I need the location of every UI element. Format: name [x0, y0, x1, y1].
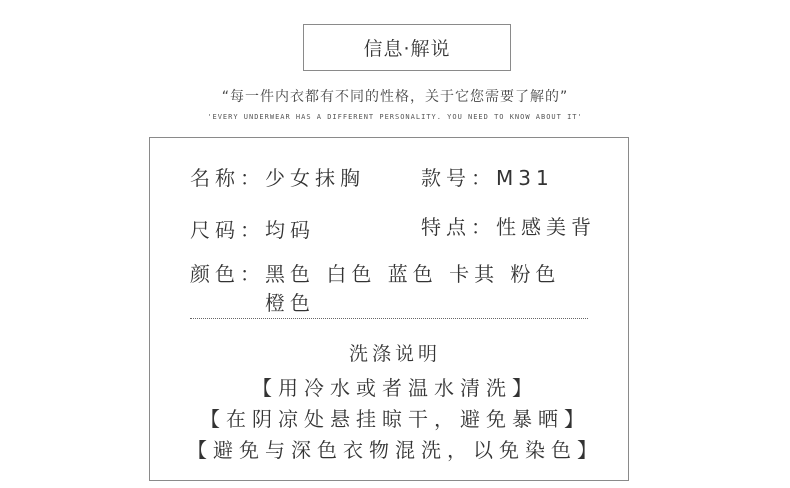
model-value: M31 [496, 166, 554, 190]
quote-english: 'EVERY UNDERWEAR HAS A DIFFERENT PERSONALITY. YOU NEED TO KNOW ABOUT IT' [207, 113, 583, 121]
feature-label: 特点： [421, 215, 496, 239]
size-value: 均码 [265, 218, 315, 242]
size-label: 尺码： [190, 218, 265, 242]
color-values-line1: 黑色 白色 蓝色 卡其 粉色 [265, 262, 561, 286]
section-title [303, 24, 511, 71]
care-title: 洗涤说明 [348, 343, 441, 365]
care-line: 【用冷水或者温水清洗】 [252, 376, 538, 400]
quote-chinese: “每一件内衣都有不同的性格，关于它您需要了解的” [221, 89, 569, 105]
color-values-line2: 橙色 [265, 291, 315, 315]
care-line: 【避免与深色衣物混洗，以免染色】 [187, 438, 603, 462]
dotted-divider [190, 318, 588, 319]
name-field [190, 162, 365, 191]
model-field [421, 162, 554, 191]
care-line: 【在阴凉处悬挂晾干，避免暴晒】 [200, 407, 590, 431]
name-label: 名称： [190, 166, 265, 190]
size-field [190, 214, 315, 243]
feature-value: 性感美背 [496, 215, 596, 239]
color-field [190, 258, 560, 287]
color-label: 颜色： [190, 262, 265, 286]
feature-field [421, 211, 596, 240]
section-title-text: 信息·解说 [363, 38, 451, 60]
model-label: 款号： [421, 166, 496, 190]
name-value: 少女抹胸 [265, 166, 365, 190]
